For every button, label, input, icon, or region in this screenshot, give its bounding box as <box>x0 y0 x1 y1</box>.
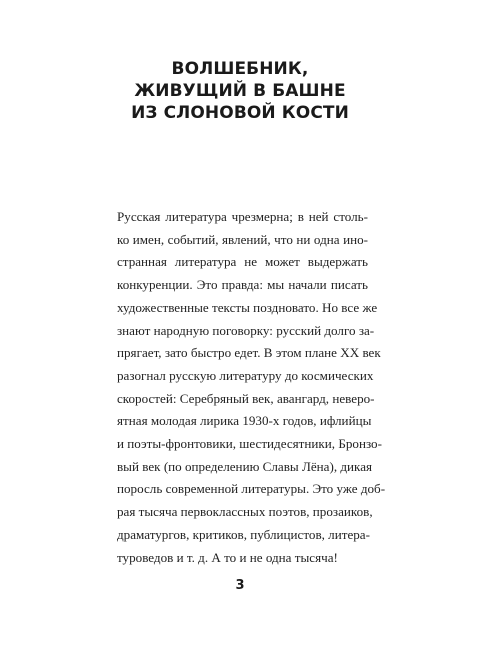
paragraph-line: странная литература не может выдержать <box>117 254 368 270</box>
paragraph-line: вый век (по определению Славы Лёна), дикая <box>117 458 373 474</box>
page-number: 3 <box>235 578 245 593</box>
body-paragraph <box>117 206 386 569</box>
paragraph-line: поросль современной литературы. Это уже доб- <box>117 481 386 497</box>
chapter-title <box>0 58 480 124</box>
paragraph-line: скоростей: Серебряный век, авангард, неверо- <box>117 390 375 406</box>
paragraph-line: рая тысяча первоклассных поэтов, прозаиков, <box>117 504 373 520</box>
chapter-title-line: ВОЛШЕБНИК, <box>171 59 309 79</box>
paragraph-line: знают народную поговорку: русский долго за- <box>117 322 375 338</box>
paragraph-line: Русская литература чрезмерна; в ней столь- <box>117 209 368 224</box>
paragraph-line: и поэты-фронтовики, шестидесятники, Бронзо- <box>117 436 382 452</box>
paragraph-line: конкуренции. Это правда: мы начали писать <box>117 277 368 293</box>
paragraph-line: ко имен, событий, явлений, что ни одна ино- <box>117 231 368 247</box>
chapter-title-line: ИЗ СЛОНОВОЙ КОСТИ <box>131 103 349 123</box>
paragraph-line: художественные тексты поздновато. Но все же <box>117 299 378 315</box>
chapter-title-line: ЖИВУЩИЙ В БАШНЕ <box>134 81 346 101</box>
paragraph-line: ятная молодая лирика 1930-х годов, ифлийцы <box>117 413 372 429</box>
paragraph-line: драматургов, критиков, публицистов, литера- <box>117 526 370 542</box>
paragraph-line: разогнал русскую литературу до космических <box>117 367 374 383</box>
paragraph-line: прягает, зато быстро едет. В этом плане XX век <box>117 345 381 361</box>
paragraph-line: туроведов и т. д. А то и не одна тысяча! <box>117 549 338 565</box>
